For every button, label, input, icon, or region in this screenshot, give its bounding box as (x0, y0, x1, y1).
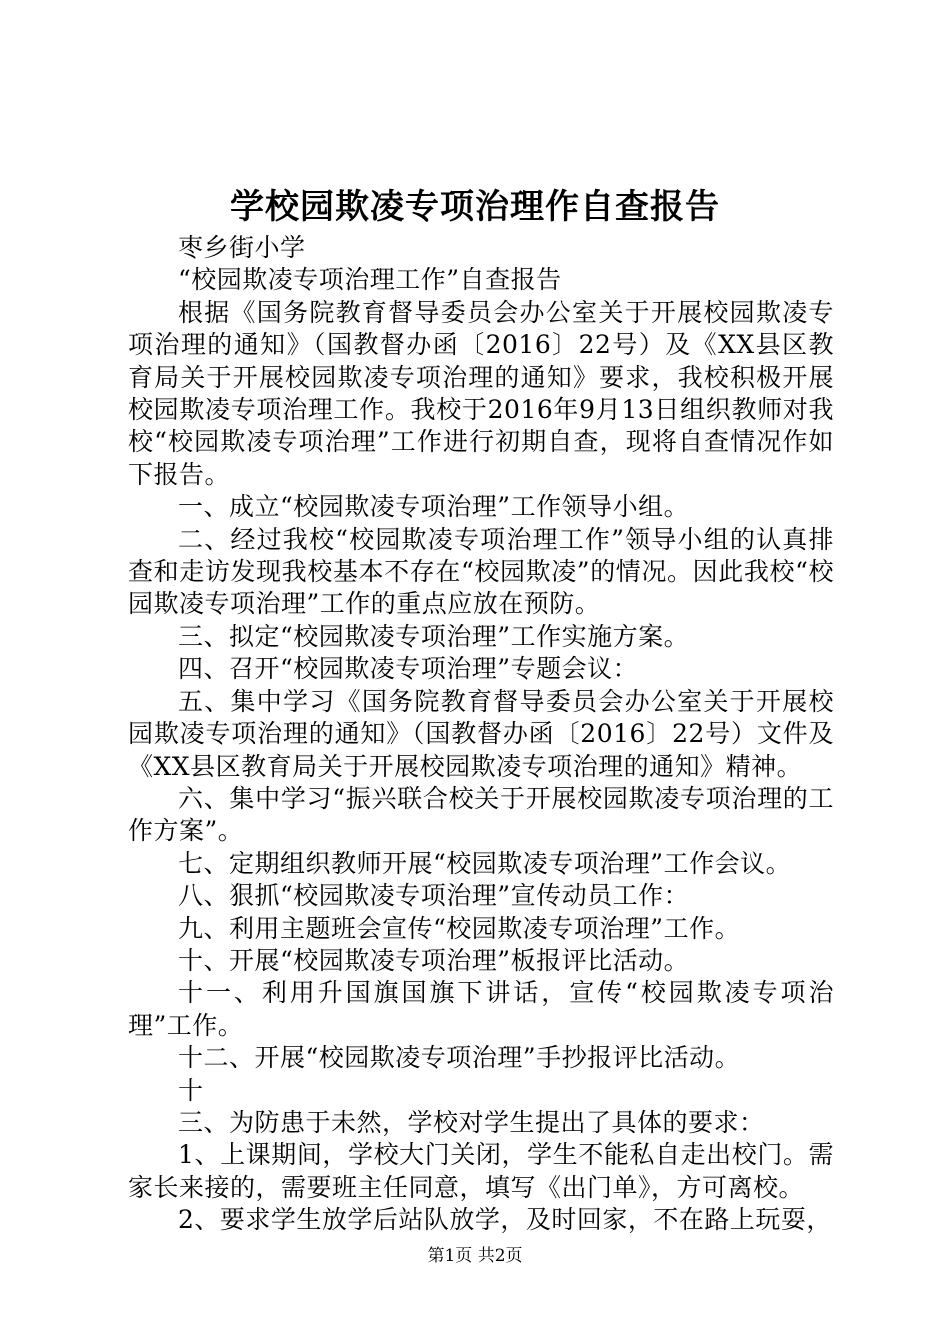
paragraph-item-6: 六、集中学习“振兴联合校关于开展校园欺凌专项治理的工作方案”。 (128, 783, 834, 846)
paragraph-requirement-2: 2、要求学生放学后站队放学，及时回家，不在路上玩耍， (178, 1205, 832, 1235)
paragraph-item-1: 一、成立“校园欺凌专项治理”工作领导小组。 (178, 492, 690, 522)
paragraph-item-5: 五、集中学习《国务院教育督导委员会办公室关于开展校园欺凌专项治理的通知》（国教督办函〔2016〕22号）文件及《XX县区教育局关于开展校园欺凌专项治理的通知》精神。 (128, 686, 834, 781)
page-indicator: 第1页 共2页 (427, 1246, 523, 1266)
paragraph-item-4: 四、召开“校园欺凌专项治理”专题会议： (178, 654, 639, 684)
paragraph-item-12: 十二、开展“校园欺凌专项治理”手抄报评比活动。 (178, 1043, 741, 1073)
paragraph-item-13: 三、为防患于未然，学校对学生提出了具体的要求： (178, 1107, 765, 1137)
document-title: 学校园欺凌专项治理作自查报告 (230, 187, 720, 227)
paragraph-item-3: 三、拟定“校园欺凌专项治理”工作实施方案。 (178, 621, 690, 651)
paragraph-item-11: 十一、利用升国旗国旗下讲话，宣传“校园欺凌专项治理”工作。 (128, 978, 834, 1040)
paragraph-item-7: 七、定期组织教师开展“校园欺凌专项治理”工作会议。 (178, 848, 792, 878)
paragraph-item-13-fragment: 十 (178, 1075, 204, 1105)
page-footer (0, 1244, 950, 1268)
paragraph-intro: 根据《国务院教育督导委员会办公室关于开展校园欺凌专项治理的通知》（国教督办函〔2016〕22号）及《XX县区教育局关于开展校园欺凌专项治理的通知》要求，我校积极开展校园欺凌专项治理工作。我校于2016年9月13日组织教师对我校“校园欺凌专项治理”工作进行初期自查，现将自查情况作如下报告。 (128, 297, 834, 489)
document-body (128, 232, 834, 1237)
paragraph-item-8: 八、狠抓“校园欺凌专项治理”宣传动员工作： (178, 881, 690, 911)
paragraph-item-2: 二、经过我校“校园欺凌专项治理工作”领导小组的认真排查和走访发现我校基本不存在“校园欺凌”的情况。因此我校“校园欺凌专项治理”工作的重点应放在预防。 (128, 524, 834, 619)
paragraph-school-name: 枣乡街小学 (178, 233, 306, 262)
paragraph-item-10: 十、开展“校园欺凌专项治理”板报评比活动。 (178, 945, 690, 975)
paragraph-item-9: 九、利用主题班会宣传“校园欺凌专项治理”工作。 (178, 913, 741, 943)
paragraph-requirement-1: 1、上课期间，学校大门关闭，学生不能私自走出校门。需家长来接的，需要班主任同意，填写《出门单》，方可离校。 (128, 1140, 834, 1202)
paragraph-report-subtitle: “校园欺凌专项治理工作”自查报告 (178, 265, 562, 295)
